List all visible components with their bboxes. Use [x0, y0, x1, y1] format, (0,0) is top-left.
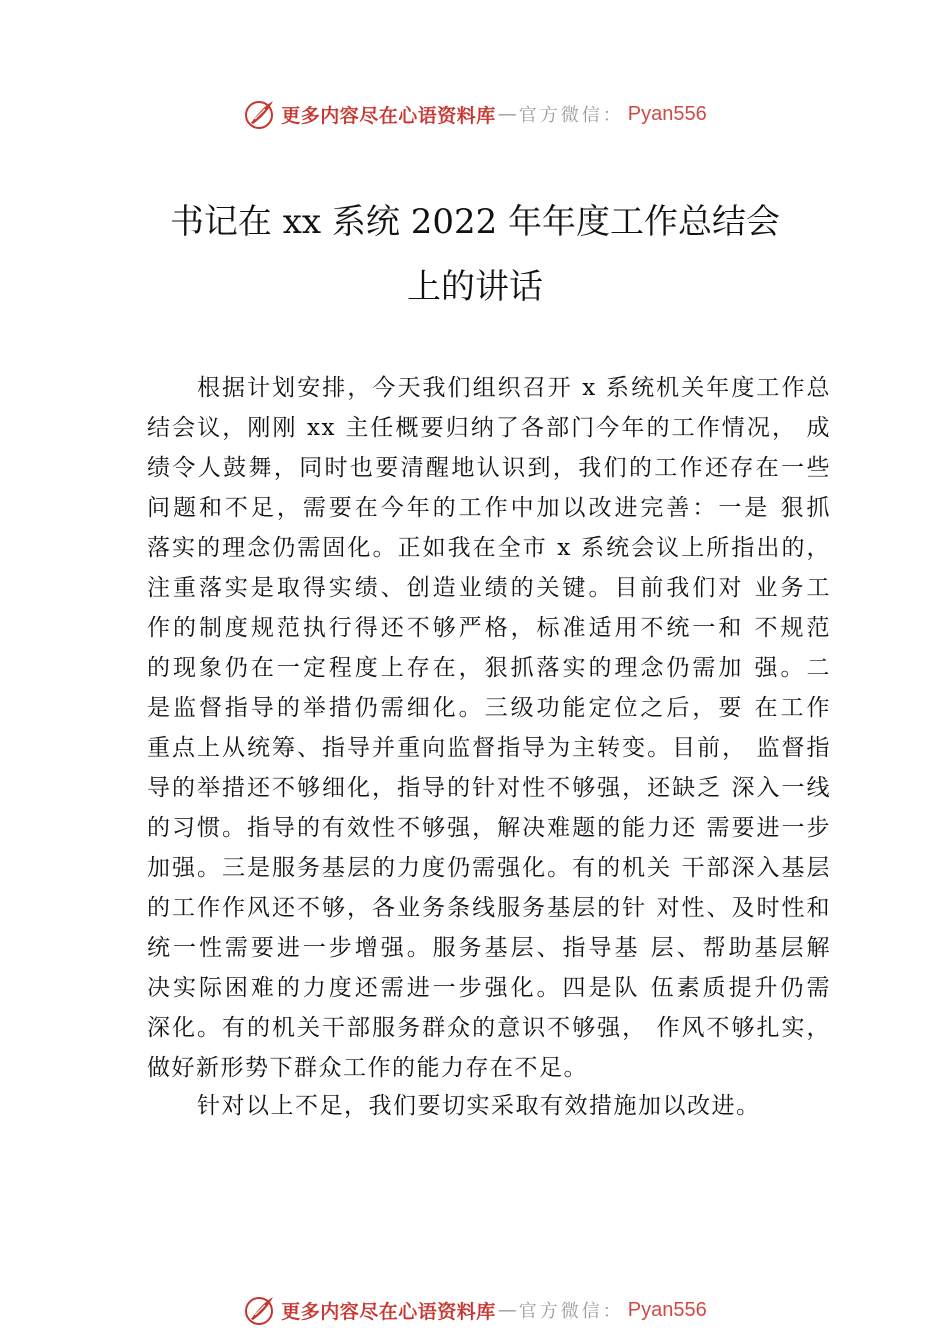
banner-main-text: 更多内容尽在心语资料库	[281, 104, 496, 127]
paragraph-line: 根据计划安排，今天我们组织召开 x 系统机关年度工作总	[197, 375, 831, 401]
paragraph-line: 决实际困难的力度还需进一步强化。四是队 伍素质提升仍需	[147, 975, 831, 1001]
banner-separator: —	[497, 103, 517, 125]
paragraph-line: 结会议，刚刚 xx 主任概要归纳了各部门今年的工作情况， 成	[147, 415, 831, 441]
banner-wechat-label: 官方微信：	[518, 105, 624, 126]
quill-logo-icon	[243, 1293, 277, 1327]
banner-main-text: 更多内容尽在心语资料库	[281, 1300, 496, 1323]
paragraph-line: 的现象仍在一定程度上存在，狠抓落实的理念仍需加 强。二	[147, 655, 831, 681]
paragraph-line: 是监督指导的举措仍需细化。三级功能定位之后，要 在工作	[147, 695, 831, 721]
body-paragraph-1	[147, 368, 831, 1088]
banner-wechat-id: Pyan556	[627, 102, 707, 125]
paragraph-line: 绩令人鼓舞，同时也要清醒地认识到，我们的工作还存在一些	[147, 455, 831, 481]
paragraph-line: 注重落实是取得实绩、创造业绩的关键。目前我们对 业务工	[147, 575, 831, 601]
paragraph-line: 导的举措还不够细化，指导的针对性不够强，还缺乏 深入一线	[147, 775, 831, 801]
footer-banner	[0, 1290, 950, 1330]
paragraph-line: 重点上从统筹、指导并重向监督指导为主转变。目前， 监督指	[147, 735, 831, 761]
header-banner	[0, 94, 950, 134]
banner-separator: —	[497, 1299, 517, 1321]
body-paragraph-2: 针对以上不足，我们要切实采取有效措施加以改进。	[197, 1093, 761, 1119]
banner-wechat-id: Pyan556	[627, 1298, 707, 1321]
paragraph-line: 问题和不足，需要在今年的工作中加以改进完善：一是 狠抓	[147, 495, 831, 521]
paragraph-line: 做好新形势下群众工作的能力存在不足。	[147, 1055, 588, 1081]
paragraph-line: 落实的理念仍需固化。正如我在全市 x 系统会议上所指出的，	[147, 535, 831, 561]
paragraph-line: 的工作作风还不够，各业务条线服务基层的针 对性、及时性和	[147, 895, 831, 921]
banner-wechat-label: 官方微信：	[518, 1301, 624, 1322]
document-title-line-2: 上的讲话	[407, 267, 543, 307]
document-title-line-1: 书记在 xx 系统 2022 年年度工作总结会	[169, 202, 781, 242]
paragraph-line: 加强。三是服务基层的力度仍需强化。有的机关 干部深入基层	[147, 855, 831, 881]
paragraph-line: 统一性需要进一步增强。服务基层、指导基 层、帮助基层解	[147, 935, 831, 961]
paragraph-line: 作的制度规范执行得还不够严格，标准适用不统一和 不规范	[147, 615, 831, 641]
quill-logo-icon	[243, 97, 277, 131]
paragraph-line: 深化。有的机关干部服务群众的意识不够强， 作风不够扎实，	[147, 1015, 831, 1041]
paragraph-line: 的习惯。指导的有效性不够强，解决难题的能力还 需要进一步	[147, 815, 831, 841]
